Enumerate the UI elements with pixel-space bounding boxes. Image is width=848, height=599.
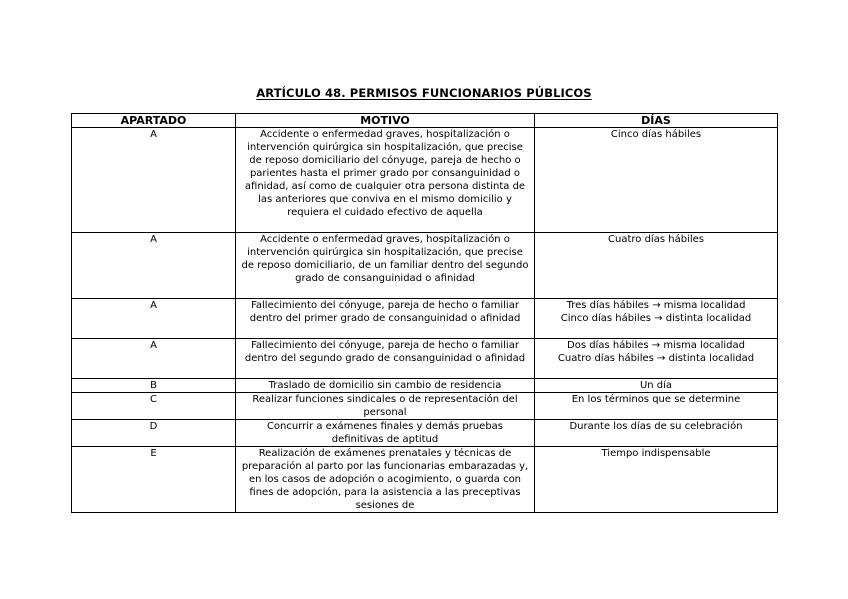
document-title: ARTÍCULO 48. PERMISOS FUNCIONARIOS PÚBLICOS bbox=[256, 86, 592, 100]
table-header-row bbox=[72, 114, 778, 128]
cell-apartado: A bbox=[72, 339, 236, 379]
table-row bbox=[72, 447, 778, 513]
cell-apartado: E bbox=[72, 447, 236, 513]
dias-line-1: Tres días hábiles → misma localidad bbox=[566, 300, 746, 311]
table-row bbox=[72, 299, 778, 339]
dias-line-1: Cinco días hábiles bbox=[610, 129, 702, 140]
cell-motivo bbox=[236, 339, 535, 379]
cell-motivo bbox=[236, 420, 535, 447]
cell-motivo bbox=[236, 233, 535, 299]
table-row bbox=[72, 393, 778, 420]
dias-line-2: Cuatro días hábiles → distinta localidad bbox=[557, 353, 755, 364]
cell-motivo bbox=[236, 447, 535, 513]
table-row bbox=[72, 233, 778, 299]
header-apartado: APARTADO bbox=[72, 114, 236, 128]
cell-dias bbox=[535, 420, 778, 447]
dias-line-1: Durante los días de su celebración bbox=[569, 421, 743, 432]
cell-apartado: A bbox=[72, 128, 236, 233]
dias-line-1: Dos días hábiles → misma localidad bbox=[567, 340, 745, 351]
dias-line-2: Cinco días hábiles → distinta localidad bbox=[560, 313, 752, 324]
table-row bbox=[72, 379, 778, 393]
cell-dias bbox=[535, 299, 778, 339]
cell-dias bbox=[535, 128, 778, 233]
motivo-text: Fallecimiento del cónyuge, pareja de hecho o familiar dentro del primer grado de consanguinidad o afinidad bbox=[249, 300, 521, 324]
motivo-text: Traslado de domicilio sin cambio de residencia bbox=[268, 380, 502, 391]
header-motivo: MOTIVO bbox=[236, 114, 535, 128]
cell-motivo bbox=[236, 393, 535, 420]
motivo-text: Realización de exámenes prenatales y técnicas de preparación al parto por las funcionarias embarazadas y, en los casos de adopción o acogimiento, o guarda con fines de adopción, para la asistencia a las preceptivas sesiones de bbox=[241, 448, 529, 511]
cell-apartado: A bbox=[72, 299, 236, 339]
cell-motivo bbox=[236, 379, 535, 393]
table-row bbox=[72, 420, 778, 447]
dias-line-1: Un día bbox=[639, 380, 673, 391]
motivo-text: Fallecimiento del cónyuge, pareja de hecho o familiar dentro del segundo grado de consanguinidad o afinidad bbox=[244, 340, 526, 364]
cell-dias bbox=[535, 447, 778, 513]
cell-dias bbox=[535, 379, 778, 393]
table-row bbox=[72, 128, 778, 233]
motivo-text: Accidente o enfermedad graves, hospitalización o intervención quirúrgica sin hospitalización, que precise de reposo domiciliario, de un familiar dentro del segundo grado de consanguinidad o afinidad bbox=[241, 234, 529, 284]
cell-apartado: A bbox=[72, 233, 236, 299]
cell-motivo bbox=[236, 128, 535, 233]
motivo-text: Realizar funciones sindicales o de representación del personal bbox=[252, 394, 518, 418]
cell-apartado: C bbox=[72, 393, 236, 420]
cell-dias bbox=[535, 339, 778, 379]
dias-line-1: Cuatro días hábiles bbox=[608, 234, 704, 245]
cell-dias bbox=[535, 233, 778, 299]
table-row bbox=[72, 339, 778, 379]
cell-dias bbox=[535, 393, 778, 420]
cell-apartado: D bbox=[72, 420, 236, 447]
permits-table bbox=[71, 113, 778, 513]
header-dias: DÍAS bbox=[535, 114, 778, 128]
cell-apartado: B bbox=[72, 379, 236, 393]
dias-line-1: Tiempo indispensable bbox=[601, 448, 711, 459]
motivo-text: Accidente o enfermedad graves, hospitalización o intervención quirúrgica sin hospitalización, que precise de reposo domiciliario del cónyuge, pareja de hecho o parientes hasta el primer grado por consanguinidad o afinidad, así como de cualquier otra persona distinta de las anteriores que conviva en el mismo domicilio y requiera el cuidado efectivo de aquella bbox=[244, 129, 526, 218]
dias-line-1: En los términos que se determine bbox=[571, 394, 741, 405]
motivo-text: Concurrir a exámenes finales y demás pruebas definitivas de aptitud bbox=[266, 421, 504, 445]
cell-motivo bbox=[236, 299, 535, 339]
